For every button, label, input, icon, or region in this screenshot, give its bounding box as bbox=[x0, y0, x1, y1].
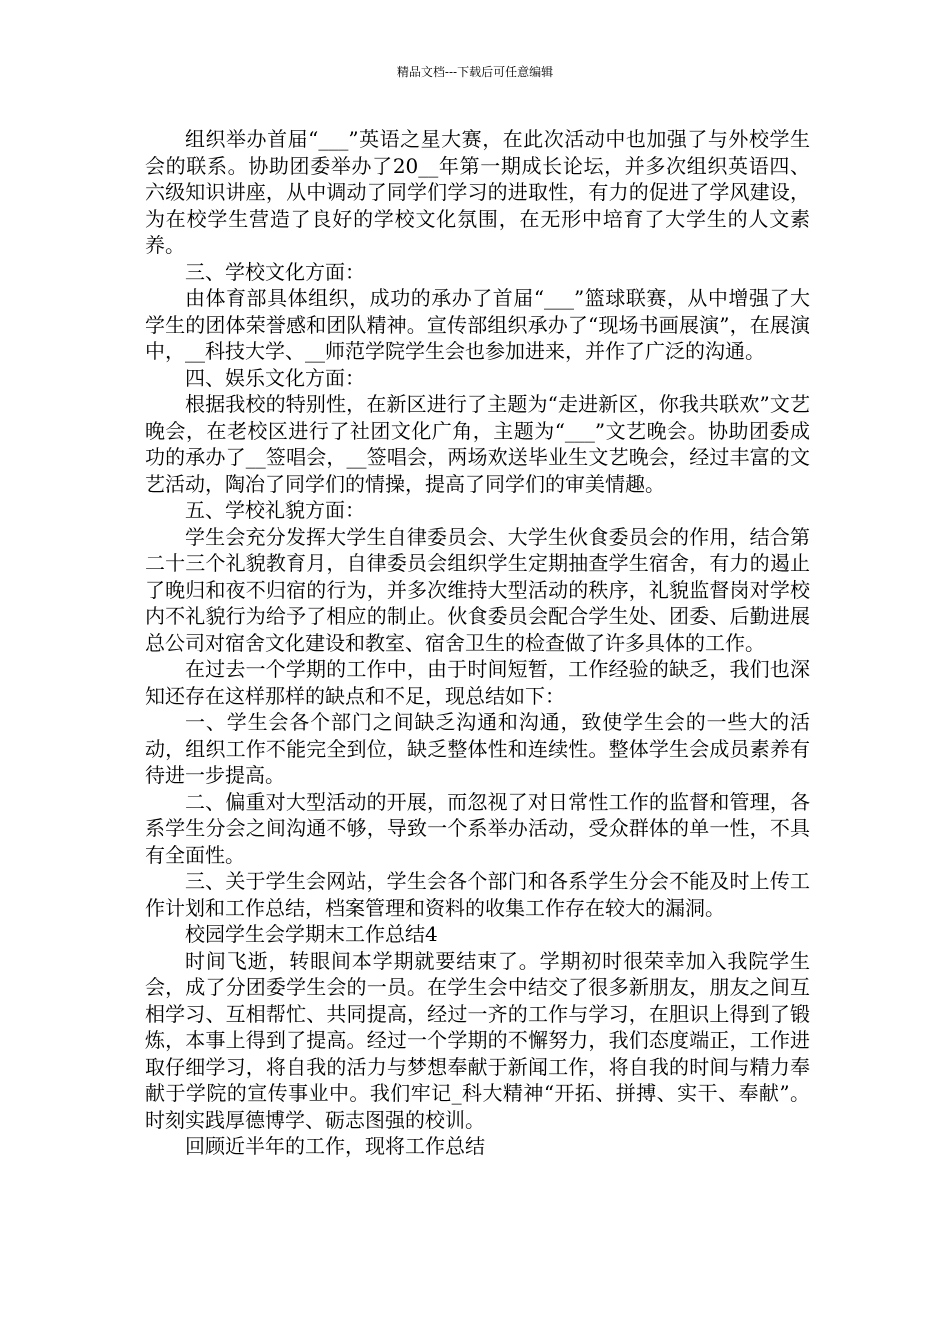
paragraph: 三、关于学生会网站，学生会各个部门和各系学生分会不能及时上传工作计划和工作总结，档案管理和资料的收集工作存在较大的漏洞。 bbox=[145, 869, 810, 920]
section-heading: 三、学校文化方面： bbox=[185, 259, 365, 284]
paragraph: 时间飞逝，转眼间本学期就要结束了。学期初时很荣幸加入我院学生会，成了分团委学生会的一员。在学生会中结交了很多新朋友，朋友之间互相学习、互相帮忙、共同提高，经过一齐的工作与学习，在胆识上得到了锻炼，本事上得到了提高。经过一个学期的不懈努力，我们态度端正，工作进取仔细学习，将自我的活力与梦想奉献于新闻工作，将自我的时间与精力奉献于学院的宣传事业中。我们牢记_科大精神“开拓、拼搏、实干、奉献”。时刻实践厚德博学、砺志图强的校训。 bbox=[145, 948, 810, 1132]
section-heading: 五、学校礼貌方面： bbox=[185, 498, 365, 522]
page-header: 精品文档---下载后可任意编辑 bbox=[396, 65, 554, 79]
paragraph: 回顾近半年的工作，现将工作总结 bbox=[185, 1134, 485, 1158]
document-body bbox=[145, 126, 810, 1160]
paragraph: 由体育部具体组织，成功的承办了首届“___”篮球联赛，从中增强了大学生的团体荣誉感和团队精神。宣传部组织承办了“现场书画展演”，在展演中，__科技大学、__师范学院学生会也参加进来，并作了广泛的沟通。 bbox=[145, 286, 810, 363]
article-title: 校园学生会学期末工作总结4 bbox=[185, 922, 438, 946]
paragraph: 根据我校的特别性，在新区进行了主题为“走进新区，你我共联欢”文艺晚会，在老校区进行了社团文化广角，主题为“___”文艺晚会。协助团委成功的承办了__签唱会，__签唱会，两场欢送毕业生文艺晚会，经过丰富的文艺活动，陶冶了同学们的情操，提高了同学们的审美情趣。 bbox=[145, 392, 810, 496]
section-heading: 四、娱乐文化方面： bbox=[185, 365, 365, 390]
paragraph: 学生会充分发挥大学生自律委员会、大学生伙食委员会的作用，结合第二十三个礼貌教育月，自律委员会组织学生定期抽查学生宿舍，有力的遏止了晚归和夜不归宿的行为，并多次维持大型活动的秩序，礼貌监督岗对学校内不礼貌行为给予了相应的制止。伙食委员会配合学生处、团委、后勤进展总公司对宿舍文化建设和教室、宿舍卫生的检查做了许多具体的工作。 bbox=[145, 524, 810, 655]
paragraph: 组织举办首届“___”英语之星大赛，在此次活动中也加强了与外校学生会的联系。协助团委举办了20__年第一期成长论坛，并多次组织英语四、六级知识讲座，从中调动了同学们学习的进取性，有力的促进了学风建设，为在校学生营造了良好的学校文化氛围，在无形中培育了大学生的人文素养。 bbox=[145, 127, 810, 257]
paragraph: 二、偏重对大型活动的开展，而忽视了对日常性工作的监督和管理，各系学生分会之间沟通不够，导致一个系举办活动，受众群体的单一性，不具有全面性。 bbox=[145, 789, 810, 867]
paragraph: 在过去一个学期的工作中，由于时间短暂，工作经验的缺乏，我们也深知还存在这样那样的缺点和不足，现总结如下： bbox=[145, 657, 810, 708]
paragraph: 一、学生会各个部门之间缺乏沟通和沟通，致使学生会的一些大的活动，组织工作不能完全到位，缺乏整体性和连续性。整体学生会成员素养有待进一步提高。 bbox=[145, 710, 810, 787]
